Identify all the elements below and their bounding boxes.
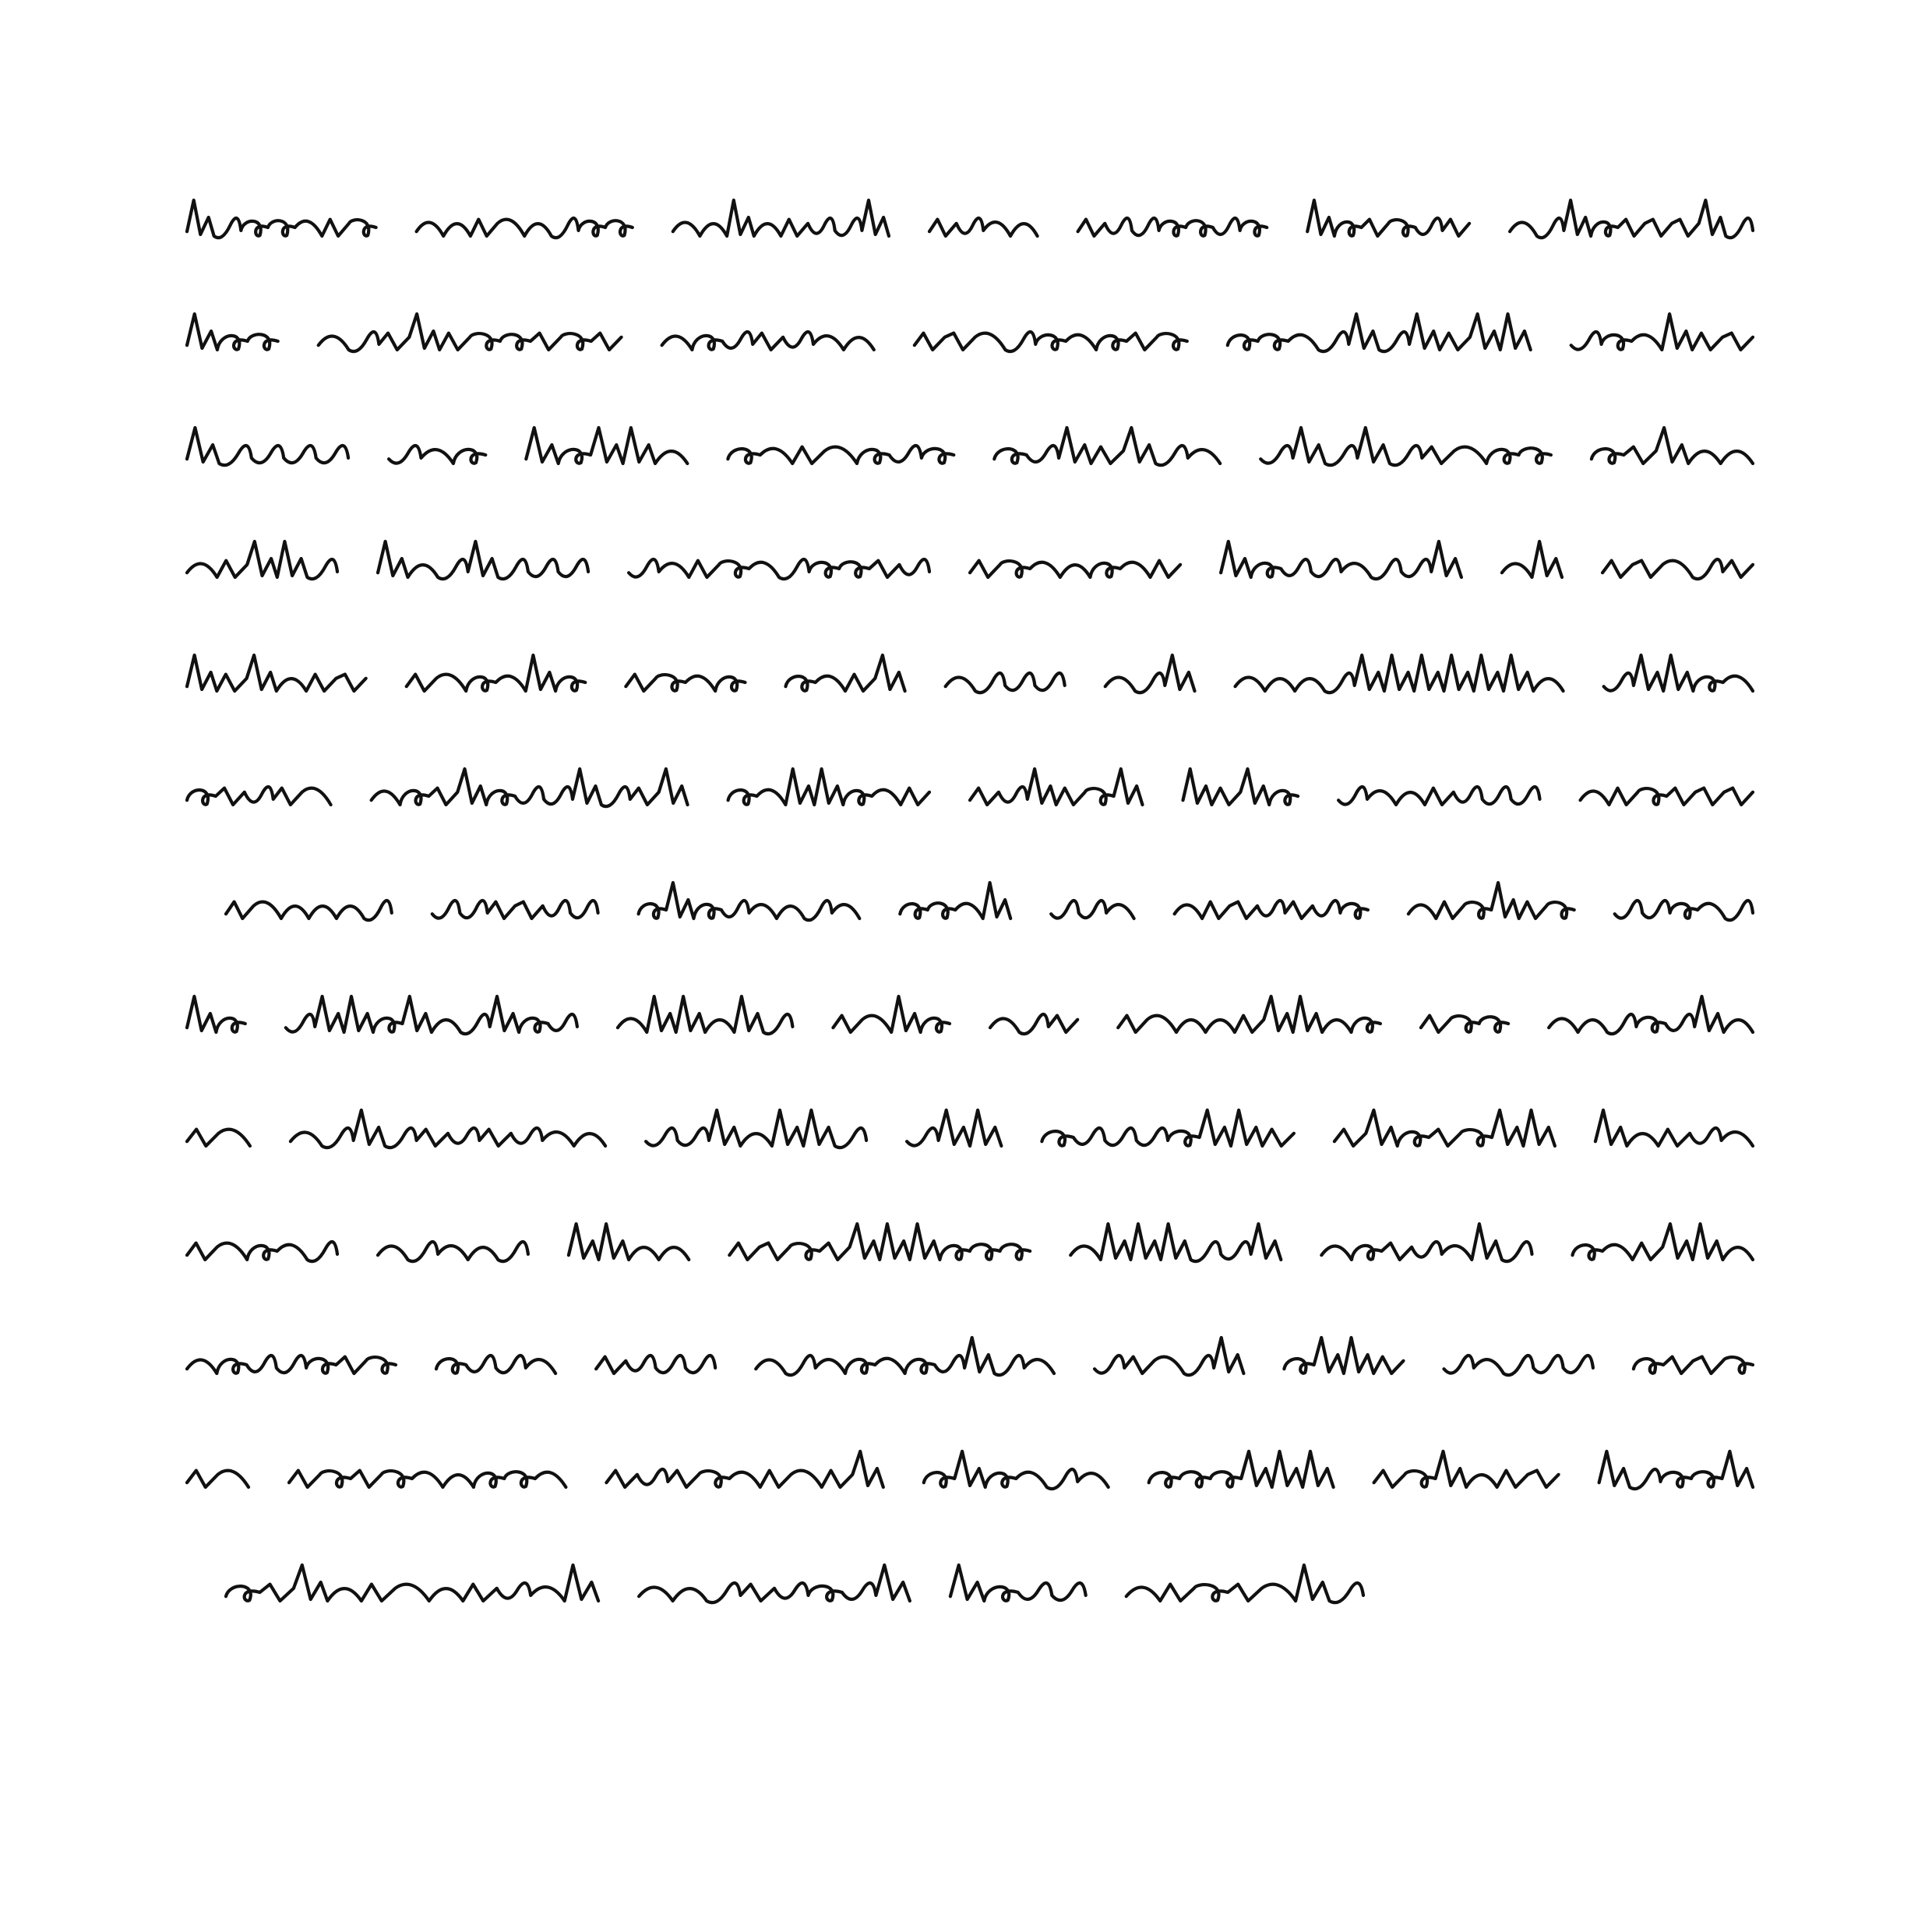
scribble-word	[187, 428, 348, 465]
scribble-word	[1604, 655, 1753, 691]
scribble-word	[1374, 1451, 1559, 1487]
scribble-word	[646, 1110, 866, 1148]
scribble-word	[1338, 787, 1539, 805]
scribble-word	[1444, 1356, 1593, 1375]
scribble-word	[924, 1451, 1109, 1489]
scribble-word	[319, 314, 622, 351]
scribble-word	[1321, 1224, 1532, 1261]
scribble-word	[639, 1565, 910, 1602]
scribble-word	[728, 446, 954, 464]
scribble-word	[1571, 314, 1753, 350]
scribble-word	[900, 883, 1010, 918]
scribble-word	[1078, 218, 1267, 236]
scribble-word	[417, 218, 633, 238]
scribble-word	[786, 655, 905, 691]
scribble-word	[187, 200, 376, 238]
scribble-word	[289, 1471, 566, 1487]
scribble-word	[1581, 788, 1754, 805]
scribble-word	[596, 1356, 715, 1373]
scribble-word	[569, 1224, 689, 1260]
scribble-word	[1042, 1110, 1294, 1146]
scribble-word	[1051, 901, 1133, 918]
scribble-word	[1284, 1338, 1403, 1373]
scribble-word	[187, 314, 278, 350]
scribble-word	[1260, 428, 1551, 465]
scribble-word	[1599, 1451, 1753, 1489]
scribble-word	[1118, 996, 1380, 1032]
scribble-word	[187, 1242, 337, 1261]
scribble-word	[1592, 428, 1753, 464]
scribble-word	[756, 1338, 1054, 1375]
scribble-line	[187, 996, 1753, 1034]
scribble-word	[1221, 541, 1461, 579]
scribble-word	[1070, 1224, 1281, 1261]
scribble-word	[187, 1471, 249, 1487]
scribble-word	[729, 1224, 1030, 1260]
scribble-word	[970, 561, 1180, 577]
scribble-word	[187, 787, 331, 805]
scribble-word	[618, 996, 793, 1034]
scribble-line	[187, 428, 1753, 465]
scribble-word	[226, 1565, 598, 1601]
scribble-line	[187, 541, 1753, 579]
scribble-word	[970, 769, 1143, 805]
scribble-word	[1175, 901, 1368, 918]
scribble-word	[1502, 541, 1562, 577]
scribble-line	[187, 200, 1753, 238]
scribble-word	[187, 541, 337, 579]
scribble-line	[187, 1338, 1753, 1375]
scribble-word	[526, 428, 687, 464]
scribble-line	[226, 883, 1753, 920]
scribble-word	[378, 1242, 528, 1261]
scribble-word	[226, 901, 392, 920]
scribble-word	[1602, 559, 1753, 579]
scribble-word	[1307, 200, 1469, 236]
scribble-word	[950, 1565, 1086, 1601]
scribble-word	[662, 332, 874, 350]
scribble-word	[187, 996, 245, 1032]
scribble-word	[915, 332, 1187, 351]
scribble-word	[1105, 655, 1195, 693]
scribble-word	[606, 1451, 883, 1487]
scribble-word	[946, 673, 1065, 693]
scribble-word	[436, 1356, 555, 1373]
scribble-word	[994, 428, 1220, 465]
scribble-word	[673, 200, 889, 236]
scribble-word	[626, 675, 745, 691]
scribble-word	[1228, 314, 1531, 351]
scribble-word	[432, 901, 598, 918]
scribble-word	[286, 996, 577, 1034]
scribble-word	[1615, 901, 1753, 920]
scribble-word	[907, 1110, 1001, 1146]
scribble-word	[1573, 1224, 1754, 1260]
scribble-line	[187, 769, 1753, 806]
scribble-word	[1634, 1357, 1753, 1373]
scribble-word	[378, 541, 588, 579]
scribble-word	[389, 446, 485, 464]
scribble-word	[1510, 200, 1753, 238]
scribble-word	[1126, 1565, 1363, 1602]
scribble-word	[1549, 996, 1753, 1034]
scribble-word	[629, 559, 929, 579]
scribble-word	[187, 1356, 396, 1373]
scribble-word	[1334, 1110, 1555, 1146]
scribble-line	[187, 655, 1753, 693]
scribble-line	[226, 1565, 1363, 1602]
scribble-word	[639, 883, 860, 920]
scribble-word	[1095, 1338, 1243, 1375]
scribble-word	[990, 1014, 1077, 1034]
scribble-line	[187, 1224, 1753, 1261]
scribble-word	[1236, 655, 1564, 693]
scribble-word	[187, 655, 366, 691]
scribble-word	[833, 996, 950, 1032]
scribble-line	[187, 1110, 1753, 1148]
scribble-line	[187, 314, 1753, 351]
scribble-word	[187, 1130, 250, 1146]
scribble-line	[187, 1451, 1753, 1489]
scribble-word	[929, 218, 1038, 236]
scribble-word	[1421, 1016, 1508, 1032]
scribble-word	[407, 655, 586, 691]
scribble-word	[1149, 1451, 1334, 1487]
scribble-word	[1595, 1110, 1753, 1146]
scribble-word	[291, 1110, 605, 1148]
scribble-word	[728, 769, 929, 805]
scribble-word	[1408, 883, 1574, 918]
scribble-word	[1183, 769, 1299, 805]
scribble-word	[372, 769, 688, 806]
